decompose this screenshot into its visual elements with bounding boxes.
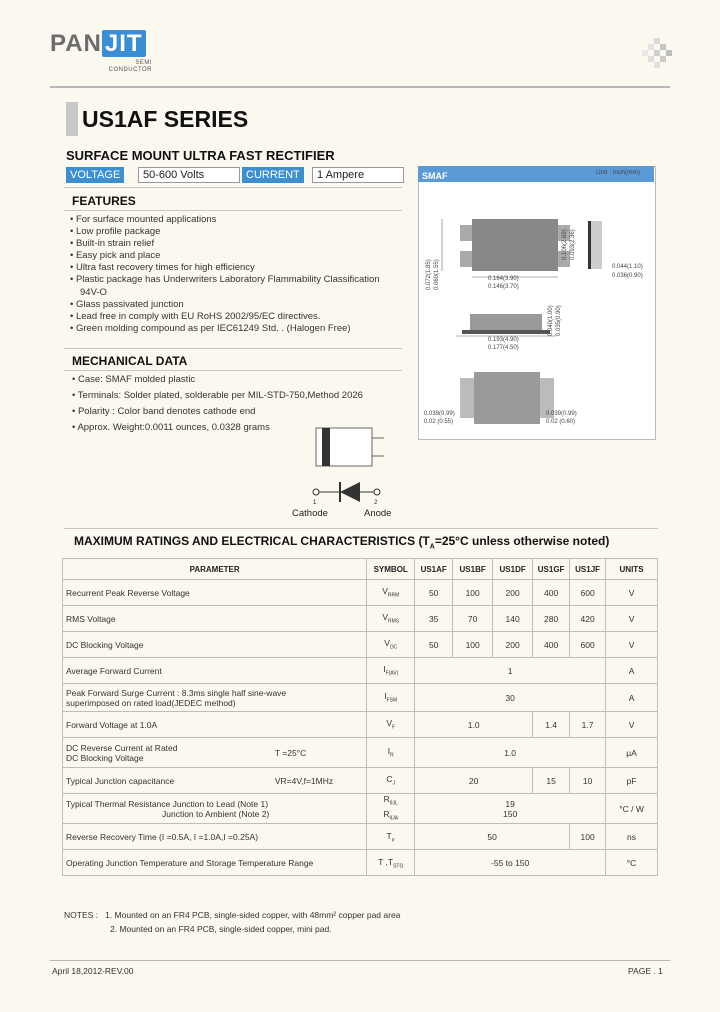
voltage-label: VOLTAGE — [66, 167, 124, 183]
logo-subtitle: SEMI CONDUCTOR — [108, 60, 152, 73]
feature-item: • Plastic package has Underwriters Laboratory Flammability Classification — [70, 274, 380, 286]
table-header-row — [63, 559, 658, 580]
feature-item: • Green molding compound as per IEC61249 Std. . (Halogen Free) — [70, 322, 351, 334]
col-header: US1BF — [453, 559, 493, 580]
mech-rule — [64, 370, 402, 371]
current-value: 1 Ampere — [312, 167, 404, 183]
table-row: Reverse Recovery Time (I =0.5A, I =1.0A,I =0.25A) $T_{rr}$ 50 100 ns — [63, 824, 658, 850]
table-top-rule — [64, 528, 658, 529]
brand-logo — [50, 30, 146, 58]
feature-item: • Easy pick and place — [70, 250, 161, 262]
table-row: DC Reverse Current at Rated DC Blocking Voltage T =25°C $I_R$ 1.0 μA — [63, 738, 658, 768]
diode-cathode-num: 1 — [313, 500, 317, 506]
diode-outline-diagram — [308, 424, 388, 468]
features-title: FEATURES — [72, 194, 136, 208]
table-row: Average Forward Current $I_{F(AV)}$ 1 A — [63, 658, 658, 684]
dim-label: 0.040(1.00) — [548, 305, 554, 336]
notes — [64, 908, 400, 936]
dim-label: 0.060(1.55) — [434, 259, 440, 290]
current-label: CURRENT — [242, 167, 304, 183]
table-row: Typical Junction capacitance VR=4V,f=1MHz $C_J$ 20 15 10 pF — [63, 768, 658, 794]
col-header: US1JF — [570, 559, 606, 580]
package-unit: Unit : inch(mm) — [596, 169, 641, 176]
dim-label: 0.164(3.90) — [488, 276, 519, 282]
dim-label: 0.093(2.36) — [570, 229, 576, 260]
feature-item: • Low profile package — [70, 226, 161, 238]
corner-decoration-icon — [636, 38, 676, 68]
mech-item: • Terminals: Solder plated, solderable per MIL-STD-750,Method 2026 — [72, 390, 363, 401]
note-1: 1. Mounted on an FR4 PCB, single-sided copper, with 48mm² copper pad area — [105, 910, 401, 920]
logo-jit: JIT — [102, 30, 146, 57]
table-title: MAXIMUM RATINGS AND ELECTRICAL CHARACTERISTICS ($T_A=25^\circ C$ unless otherwise noted) — [74, 534, 610, 551]
diode-cathode-label: Cathode — [292, 508, 328, 519]
dim-label: 0.035(0.90) — [556, 305, 562, 336]
footer-date: April 18,2012-REV.00 — [52, 966, 134, 976]
table-row: DC Blocking Voltage $V_{DC}$ 50 100 200 400 600 V — [63, 632, 658, 658]
note-2: 2. Mounted on an FR4 PCB, single-sided copper, mini pad. — [110, 924, 332, 934]
table-row: Peak Forward Surge Current : 8.3ms single half sine-wave superimposed on rated load(JEDEC method) $I_{FSM}$ 30 A — [63, 684, 658, 712]
feature-item: 94V-O — [80, 286, 107, 298]
voltage-value: 50-600 Volts — [138, 167, 240, 183]
dim-label: 0.146(3.70) — [488, 284, 519, 290]
dim-label: 0.039(0.99) — [424, 411, 455, 417]
dim-label: 0.106(2.69) — [562, 229, 568, 260]
package-name: SMAF — [422, 171, 448, 181]
table-row: Forward Voltage at 1.0A $V_F$ 1.0 1.4 1.7 V — [63, 712, 658, 738]
feature-item: • Built-in strain relief — [70, 238, 155, 250]
mech-title: MECHANICAL DATA — [72, 354, 188, 368]
footer-page: PAGE . 1 — [628, 966, 663, 976]
table-row: Recurrent Peak Reverse Voltage $V_{RRM}$ 50 100 200 400 600 V — [63, 580, 658, 606]
ratings-table — [62, 558, 658, 876]
features-top-rule — [64, 187, 402, 188]
mech-item: • Approx. Weight:0.0011 ounces, 0.0328 grams — [72, 422, 270, 433]
dim-label: 0.02 (0.60) — [546, 419, 576, 425]
title-tab — [66, 102, 78, 136]
diode-anode-label: Anode — [364, 508, 392, 519]
features-list — [70, 214, 410, 335]
subtitle: SURFACE MOUNT ULTRA FAST RECTIFIER — [66, 148, 335, 163]
mech-item: • Case: SMAF molded plastic — [72, 374, 196, 385]
table-row: Operating Junction Temperature and Storage Temperature Range T $,T_{STG}$ -55 to 150 °C — [63, 850, 658, 876]
diode-symbol-icon — [310, 480, 390, 506]
col-header: US1AF — [415, 559, 453, 580]
col-header: SYMBOL — [367, 559, 415, 580]
feature-item: • Lead free in comply with EU RoHS 2002/95/EC directives. — [70, 310, 321, 322]
page-title: US1AF SERIES — [82, 106, 249, 132]
footer-divider — [50, 960, 670, 961]
package-top-view — [440, 215, 610, 285]
feature-item: • Ultra fast recovery times for high efficiency — [70, 262, 255, 274]
dim-label: 0.044(1.10) — [612, 264, 643, 270]
mech-top-rule — [64, 348, 402, 349]
col-header: UNITS — [606, 559, 658, 580]
col-header: PARAMETER — [63, 559, 367, 580]
dim-label: 0.072(1.85) — [426, 259, 432, 290]
table-row: Typical Thermal Resistance Junction to Lead (Note 1) Junction to Ambient (Note 2) $R_{\theta JL}$ $R_{\theta JA}$ 19 150 °C / W — [63, 794, 658, 824]
package-side-view — [452, 310, 562, 340]
col-header: US1DF — [493, 559, 533, 580]
dim-label: 0.02 (0.55) — [424, 419, 454, 425]
table-row: RMS Voltage $V_{RMS}$ 35 70 140 280 420 V — [63, 606, 658, 632]
dim-label: 0.036(0.90) — [612, 273, 643, 279]
diode-anode-num: 2 — [374, 500, 378, 506]
features-rule — [64, 210, 402, 211]
dim-label: 0.193(4.90) — [488, 337, 519, 343]
header-divider — [50, 86, 670, 88]
dim-label: 0.177(4.50) — [488, 345, 519, 351]
feature-item: • Glass passivated junction — [70, 298, 184, 310]
mech-item: • Polarity : Color band denotes cathode end — [72, 406, 256, 417]
col-header: US1GF — [533, 559, 570, 580]
feature-item: • For surface mounted applications — [70, 214, 217, 225]
logo-pan: PAN — [50, 30, 102, 57]
notes-label: NOTES : — [64, 910, 99, 920]
dim-label: 0.039(0.99) — [546, 411, 577, 417]
